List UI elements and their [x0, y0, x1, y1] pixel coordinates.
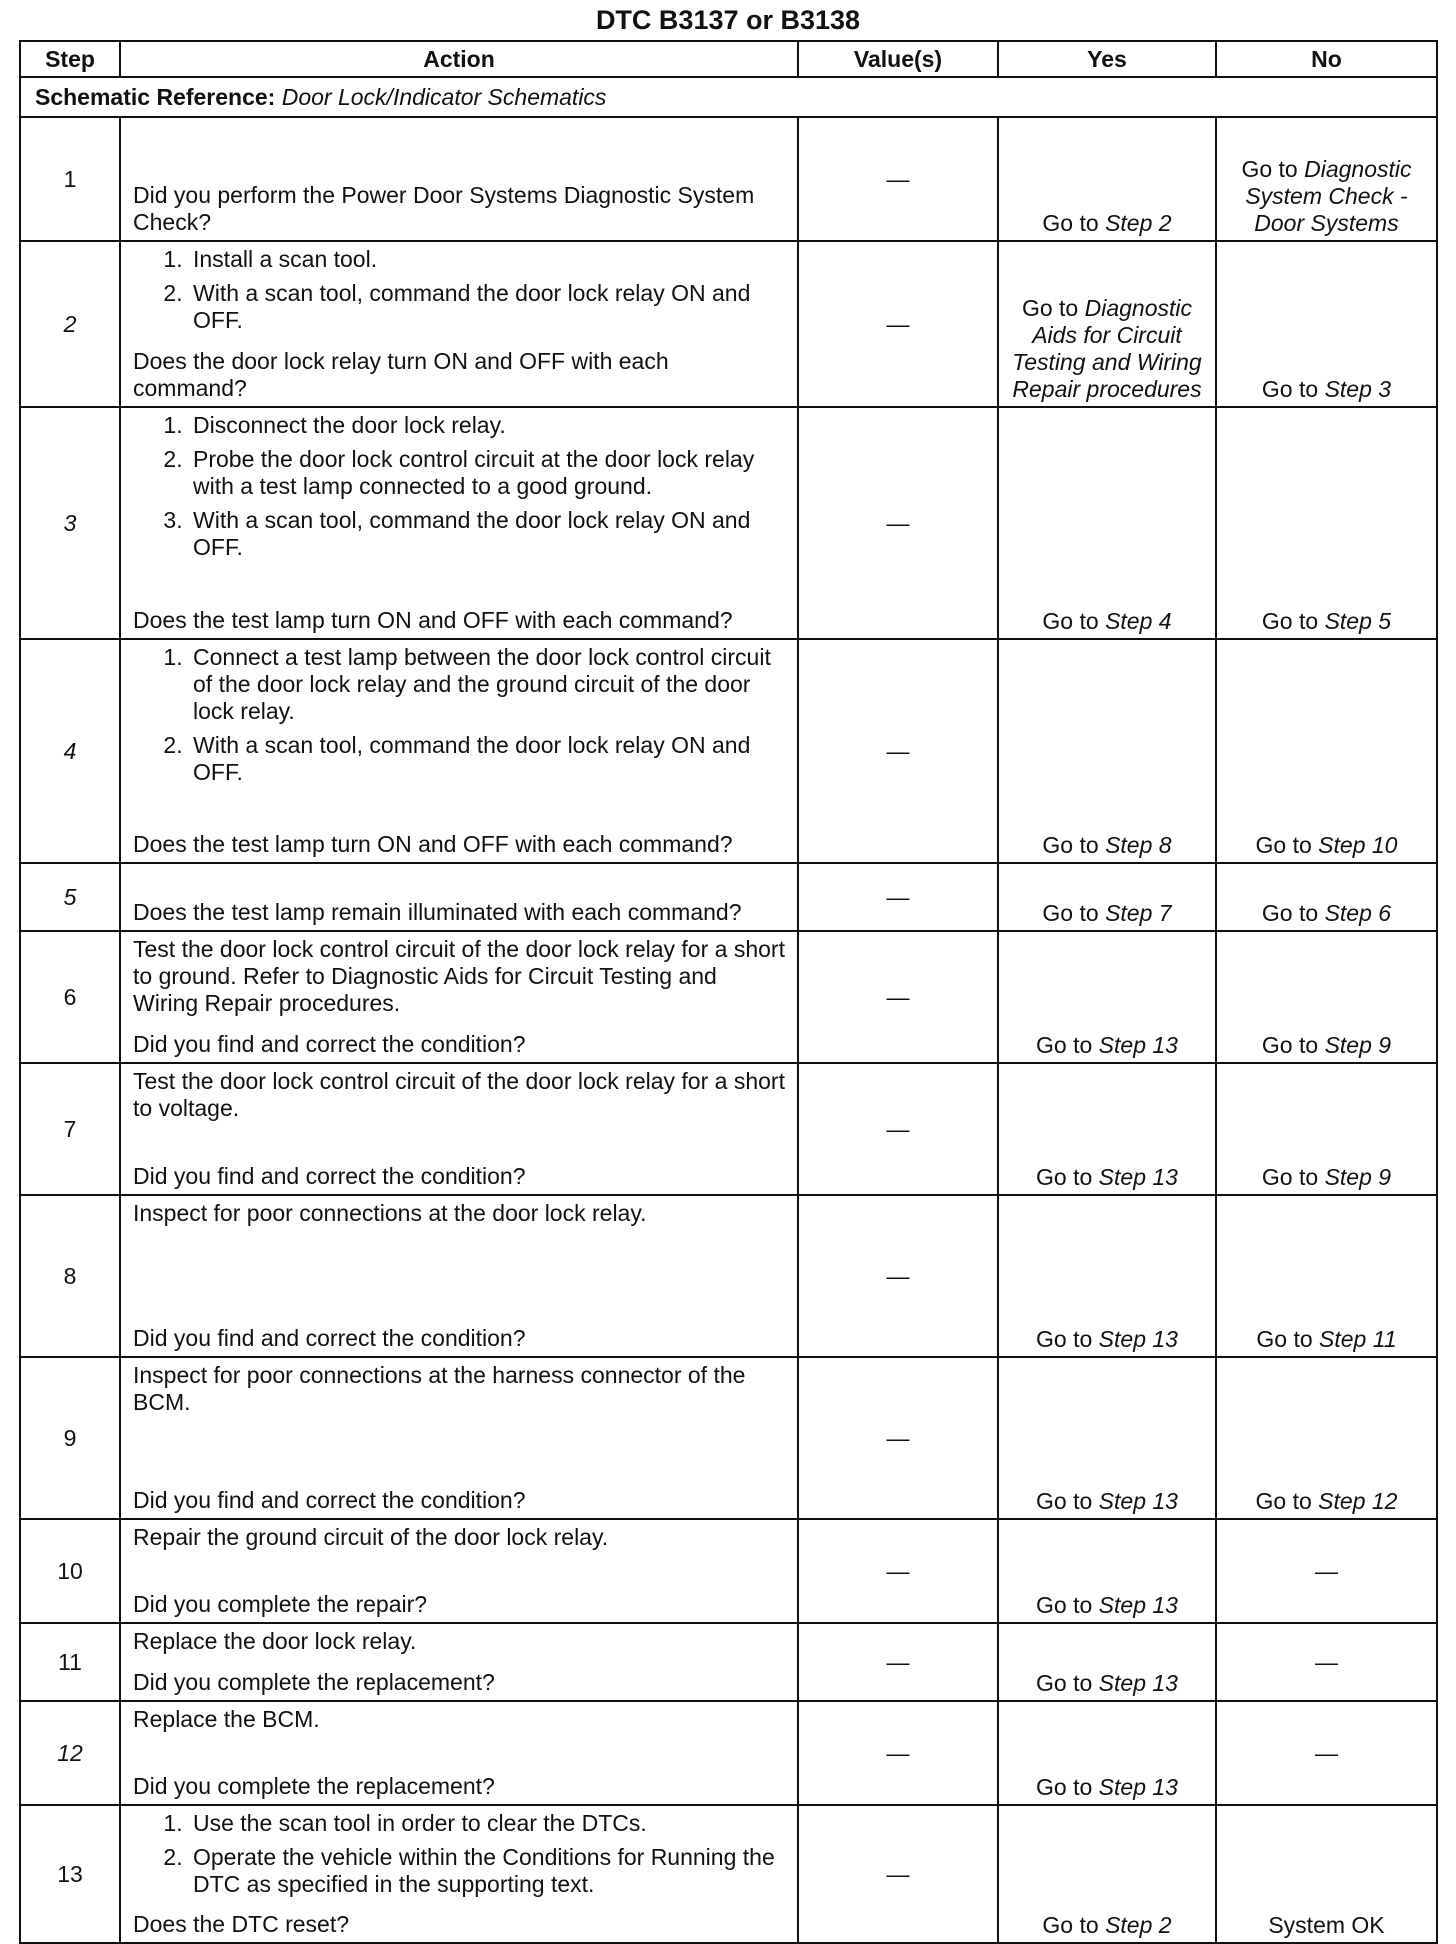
- goto-link[interactable]: Step 5: [1324, 608, 1392, 634]
- goto-prefix: Go to: [1255, 832, 1312, 858]
- value-cell: —: [798, 931, 998, 1063]
- step-number: 4: [20, 639, 120, 863]
- action-cell: [120, 639, 798, 863]
- action-cell: [120, 117, 798, 241]
- action-question: Did you find and correct the condition?: [133, 1031, 526, 1057]
- goto-link[interactable]: Step 2: [1105, 210, 1172, 236]
- step-number: 8: [20, 1195, 120, 1357]
- value-cell: —: [798, 1357, 998, 1519]
- yes-cell: [998, 1805, 1216, 1943]
- goto-link[interactable]: Step 8: [1105, 832, 1172, 858]
- action-question: Did you find and correct the condition?: [133, 1487, 526, 1513]
- step-number: 12: [20, 1701, 120, 1805]
- value-cell: —: [798, 1519, 998, 1623]
- action-steps: [133, 1810, 787, 1898]
- table-row: [20, 639, 1437, 863]
- step-number: 1: [20, 117, 120, 241]
- action-question: Does the test lamp remain illuminated with each command?: [133, 899, 742, 925]
- step-number: 9: [20, 1357, 120, 1519]
- yes-cell: [998, 1623, 1216, 1701]
- action-cell: [120, 863, 798, 931]
- goto-prefix: Go to: [1241, 156, 1298, 182]
- action-question: Does the test lamp turn ON and OFF with each command?: [133, 607, 733, 633]
- table-row: [20, 1063, 1437, 1195]
- goto-prefix: Go to: [1261, 608, 1319, 634]
- goto-link[interactable]: Step 4: [1105, 608, 1172, 634]
- no-cell: [1216, 639, 1437, 863]
- action-step-item: 2. With a scan tool, command the door lock relay ON and OFF.: [189, 280, 787, 334]
- goto-link[interactable]: Step 13: [1098, 1488, 1178, 1514]
- value-cell: —: [798, 117, 998, 241]
- value-cell: —: [798, 1195, 998, 1357]
- action-cell: [120, 1805, 798, 1943]
- yes-cell: [998, 639, 1216, 863]
- action-text: Replace the BCM.: [133, 1706, 320, 1732]
- diagnostic-table: [19, 40, 1438, 1944]
- goto-prefix: Go to: [1036, 1032, 1093, 1058]
- goto-prefix: Go to: [1021, 295, 1079, 321]
- table-row: [20, 1195, 1437, 1357]
- schematic-reference: [20, 77, 1437, 117]
- no-cell: [1216, 1357, 1437, 1519]
- yes-cell: [998, 1195, 1216, 1357]
- goto-prefix: Go to: [1042, 210, 1099, 236]
- table-row: [20, 117, 1437, 241]
- not-applicable-dash: —: [1315, 1648, 1338, 1675]
- goto-prefix: Go to: [1036, 1670, 1093, 1696]
- no-cell: [1216, 1063, 1437, 1195]
- schematic-reference-link[interactable]: Door Lock/Indicator Schematics: [281, 83, 607, 110]
- goto-link[interactable]: Step 13: [1098, 1326, 1178, 1352]
- action-steps: [133, 644, 787, 786]
- yes-cell: [998, 1357, 1216, 1519]
- action-text: Inspect for poor connections at the door lock relay.: [133, 1200, 647, 1226]
- yes-cell: [998, 863, 1216, 931]
- goto-link[interactable]: Step 9: [1324, 1164, 1392, 1190]
- goto-prefix: Go to: [1042, 1912, 1099, 1938]
- action-cell: [120, 1063, 798, 1195]
- goto-link[interactable]: Step 10: [1318, 832, 1398, 858]
- no-cell: [1216, 1623, 1437, 1701]
- goto-prefix: Go to: [1042, 608, 1099, 634]
- no-cell: [1216, 1195, 1437, 1357]
- goto-link[interactable]: Step 13: [1098, 1592, 1178, 1618]
- step-number: 6: [20, 931, 120, 1063]
- step-number: 13: [20, 1805, 120, 1943]
- yes-cell: [998, 241, 1216, 407]
- goto-link[interactable]: Step 9: [1324, 1032, 1392, 1058]
- goto-link[interactable]: Step 11: [1319, 1326, 1397, 1352]
- goto-link[interactable]: Step 12: [1318, 1488, 1398, 1514]
- goto-prefix: Go to: [1036, 1774, 1093, 1800]
- table-row: [20, 931, 1437, 1063]
- action-text: Test the door lock control circuit of the door lock relay for a short to ground. Refer to Diagnostic Aids for Circuit Testing and Wiring Repair procedures.: [133, 936, 785, 1016]
- action-text: Replace the door lock relay.: [133, 1628, 417, 1654]
- value-cell: —: [798, 639, 998, 863]
- action-cell: [120, 241, 798, 407]
- value-cell: —: [798, 1063, 998, 1195]
- action-question: Does the test lamp turn ON and OFF with each command?: [133, 831, 733, 857]
- action-text: Repair the ground circuit of the door lock relay.: [133, 1524, 609, 1550]
- action-steps: [133, 246, 787, 334]
- header-values: Value(s): [798, 41, 998, 77]
- action-cell: [120, 1195, 798, 1357]
- value-cell: —: [798, 863, 998, 931]
- table-row: [20, 241, 1437, 407]
- no-cell: [1216, 1805, 1437, 1943]
- value-cell: —: [798, 1623, 998, 1701]
- value-cell: —: [798, 1701, 998, 1805]
- table-row: [20, 1357, 1437, 1519]
- goto-link[interactable]: Step 13: [1098, 1032, 1178, 1058]
- yes-cell: [998, 1701, 1216, 1805]
- goto-prefix: Go to: [1042, 832, 1099, 858]
- action-steps: [133, 412, 787, 561]
- action-text: Test the door lock control circuit of the door lock relay for a short to voltage.: [133, 1068, 785, 1121]
- action-cell: [120, 407, 798, 639]
- action-step-item: 2. Operate the vehicle within the Conditions for Running the DTC as specified in the supporting text.: [189, 1844, 787, 1898]
- table-row: [20, 1805, 1437, 1943]
- step-number: 11: [20, 1623, 120, 1701]
- header-action: Action: [120, 41, 798, 77]
- header-yes: Yes: [998, 41, 1216, 77]
- yes-cell: [998, 407, 1216, 639]
- goto-prefix: Go to: [1036, 1488, 1093, 1514]
- value-cell: —: [798, 1805, 998, 1943]
- yes-cell: [998, 931, 1216, 1063]
- goto-prefix: Go to: [1256, 1326, 1313, 1352]
- action-step-item: 1. Use the scan tool in order to clear the DTCs.: [189, 1810, 787, 1837]
- action-question: Did you find and correct the condition?: [133, 1325, 526, 1351]
- no-cell: [1216, 931, 1437, 1063]
- no-cell: [1216, 863, 1437, 931]
- action-question: Did you complete the replacement?: [133, 1773, 495, 1799]
- action-cell: [120, 1701, 798, 1805]
- goto-prefix: Go to: [1042, 900, 1099, 926]
- no-cell: [1216, 241, 1437, 407]
- goto-prefix: Go to: [1255, 1488, 1312, 1514]
- schematic-reference-row: [20, 77, 1437, 117]
- goto-prefix: Go to: [1036, 1592, 1093, 1618]
- goto-prefix: Go to: [1036, 1326, 1093, 1352]
- step-number: 5: [20, 863, 120, 931]
- not-applicable-dash: —: [1315, 1557, 1338, 1584]
- goto-link[interactable]: Step 3: [1324, 376, 1392, 402]
- step-number: 3: [20, 407, 120, 639]
- table-row: [20, 1519, 1437, 1623]
- no-cell: [1216, 1701, 1437, 1805]
- action-step-item: 1. Install a scan tool.: [189, 246, 787, 273]
- yes-cell: [998, 117, 1216, 241]
- action-question: Did you perform the Power Door Systems Diagnostic System Check?: [133, 182, 755, 235]
- page-title: DTC B3137 or B3138: [595, 5, 861, 35]
- result-text: System OK: [1268, 1912, 1385, 1938]
- goto-prefix: Go to: [1261, 1164, 1319, 1190]
- action-cell: [120, 1519, 798, 1623]
- no-cell: [1216, 117, 1437, 241]
- action-cell: [120, 1357, 798, 1519]
- value-cell: —: [798, 407, 998, 639]
- goto-link[interactable]: Diagnostic Aids for Circuit Testing and Wiring Repair procedures: [1012, 295, 1202, 402]
- goto-prefix: Go to: [1261, 900, 1319, 926]
- goto-prefix: Go to: [1036, 1164, 1093, 1190]
- table-row: [20, 1701, 1437, 1805]
- step-number: 7: [20, 1063, 120, 1195]
- yes-cell: [998, 1519, 1216, 1623]
- action-step-item: 1. Disconnect the door lock relay.: [189, 412, 787, 439]
- schematic-reference-label: Schematic Reference:: [35, 83, 276, 110]
- action-step-item: 2. With a scan tool, command the door lock relay ON and OFF.: [189, 732, 787, 786]
- header-no: No: [1216, 41, 1437, 77]
- action-cell: [120, 931, 798, 1063]
- action-step-item: 1. Connect a test lamp between the door lock control circuit of the door lock relay and the ground circuit of the door lock relay.: [189, 644, 787, 725]
- action-question: Did you complete the replacement?: [133, 1669, 495, 1695]
- action-text: Inspect for poor connections at the harness connector of the BCM.: [133, 1362, 746, 1415]
- value-cell: —: [798, 241, 998, 407]
- header-step: Step: [20, 41, 120, 77]
- step-number: 2: [20, 241, 120, 407]
- goto-link[interactable]: Step 13: [1098, 1164, 1178, 1190]
- yes-cell: [998, 1063, 1216, 1195]
- action-question: Did you find and correct the condition?: [133, 1163, 526, 1189]
- table-row: [20, 863, 1437, 931]
- no-cell: [1216, 407, 1437, 639]
- no-cell: [1216, 1519, 1437, 1623]
- goto-prefix: Go to: [1261, 1032, 1319, 1058]
- action-step-item: 3. With a scan tool, command the door lock relay ON and OFF.: [189, 507, 787, 561]
- table-row: [20, 407, 1437, 639]
- not-applicable-dash: —: [1315, 1739, 1338, 1766]
- action-question: Does the DTC reset?: [133, 1911, 350, 1937]
- action-cell: [120, 1623, 798, 1701]
- goto-link[interactable]: Step 13: [1098, 1670, 1178, 1696]
- goto-link[interactable]: Step 7: [1105, 900, 1172, 926]
- goto-link[interactable]: Step 2: [1105, 1912, 1172, 1938]
- action-question: Does the door lock relay turn ON and OFF with each command?: [133, 348, 669, 401]
- action-step-item: 2. Probe the door lock control circuit at the door lock relay with a test lamp connected to a good ground.: [189, 446, 787, 500]
- goto-link[interactable]: Step 6: [1324, 900, 1392, 926]
- table-row: [20, 1623, 1437, 1701]
- goto-prefix: Go to: [1261, 376, 1319, 402]
- action-question: Did you complete the repair?: [133, 1591, 428, 1617]
- step-number: 10: [20, 1519, 120, 1623]
- header-row: [20, 41, 1437, 77]
- goto-link[interactable]: Step 13: [1098, 1774, 1178, 1800]
- goto-link[interactable]: Diagnostic System Check - Door Systems: [1245, 156, 1412, 236]
